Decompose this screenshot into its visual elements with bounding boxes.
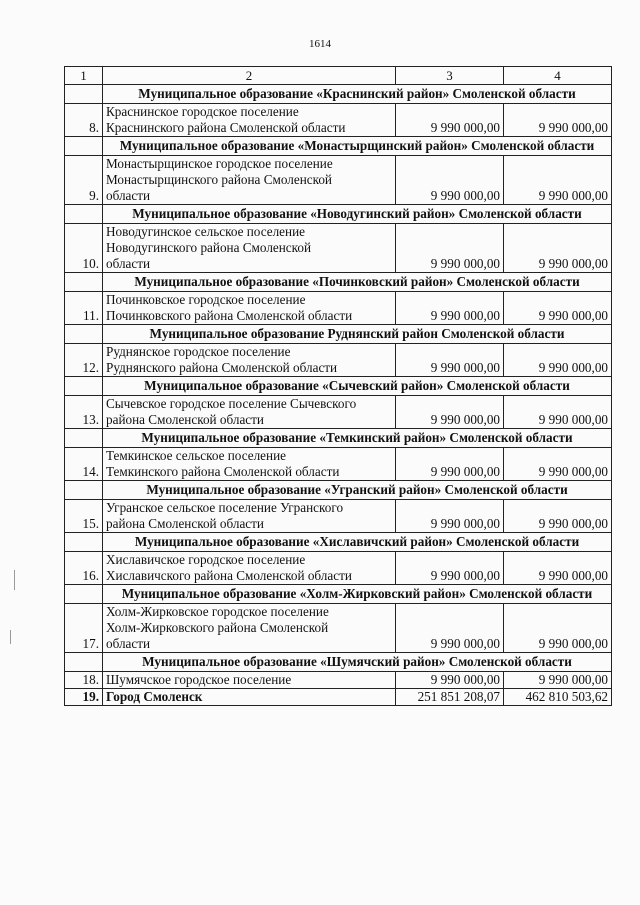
section-title: Муниципальное образование «Починковский район» Смоленской области <box>103 273 612 292</box>
amount-col4: 9 990 000,00 <box>504 448 612 481</box>
section-title: Муниципальное образование «Холм-Жирковский район» Смоленской области <box>103 585 612 604</box>
amount-col4: 9 990 000,00 <box>504 156 612 205</box>
row-number: 18. <box>65 672 103 689</box>
row-number: 13. <box>65 396 103 429</box>
section-header-row <box>65 273 612 292</box>
table-row <box>65 156 612 205</box>
settlement-name-line: Холм-Жирковского района Смоленской <box>106 620 329 635</box>
section-number-cell <box>65 85 103 104</box>
section-number-cell <box>65 585 103 604</box>
section-number-cell <box>65 429 103 448</box>
settlement-name <box>103 448 396 481</box>
section-header-row <box>65 137 612 156</box>
column-header: 4 <box>504 67 612 85</box>
section-number-cell <box>65 325 103 344</box>
table-row <box>65 448 612 481</box>
table-row <box>65 552 612 585</box>
settlement-name-line: Холм-Жирковское городское поселение <box>106 604 329 619</box>
table-row <box>65 672 612 689</box>
section-title: Муниципальное образование «Сычевский район» Смоленской области <box>103 377 612 396</box>
section-header-row <box>65 429 612 448</box>
section-header-row <box>65 533 612 552</box>
column-header: 2 <box>103 67 396 85</box>
section-title: Муниципальное образование «Угранский район» Смоленской области <box>103 481 612 500</box>
amount-col4: 9 990 000,00 <box>504 104 612 137</box>
amount-col3: 9 990 000,00 <box>396 448 504 481</box>
table-row <box>65 292 612 325</box>
amount-col3: 9 990 000,00 <box>396 500 504 533</box>
allocation-table <box>64 66 612 706</box>
settlement-name-line: Темкинское сельское поселение <box>106 448 286 463</box>
amount-col4: 9 990 000,00 <box>504 292 612 325</box>
row-number: 14. <box>65 448 103 481</box>
settlement-name-line: района Смоленской области <box>106 412 264 427</box>
amount-col4: 9 990 000,00 <box>504 396 612 429</box>
settlement-name-line: Монастырщинское городское поселение <box>106 156 333 171</box>
settlement-name <box>103 156 396 205</box>
settlement-name-line: области <box>106 188 151 203</box>
row-number: 10. <box>65 224 103 273</box>
column-header: 1 <box>65 67 103 85</box>
amount-col3: 9 990 000,00 <box>396 344 504 377</box>
settlement-name-line: района Смоленской области <box>106 516 264 531</box>
section-number-cell <box>65 377 103 396</box>
amount-col4: 462 810 503,62 <box>504 689 612 706</box>
row-number: 12. <box>65 344 103 377</box>
section-header-row <box>65 205 612 224</box>
row-number: 19. <box>65 689 103 706</box>
section-number-cell <box>65 653 103 672</box>
settlement-name-line: Краснинское городское поселение <box>106 104 299 119</box>
section-title: Муниципальное образование «Краснинский район» Смоленской области <box>103 85 612 104</box>
section-header-row <box>65 653 612 672</box>
page-number: 1614 <box>309 38 331 50</box>
amount-col3: 9 990 000,00 <box>396 292 504 325</box>
table-row <box>65 396 612 429</box>
settlement-name-line: Монастырщинского района Смоленской <box>106 172 332 187</box>
settlement-name-line: Починковское городское поселение <box>106 292 306 307</box>
table-row <box>65 104 612 137</box>
section-header-row <box>65 585 612 604</box>
settlement-name-line: области <box>106 256 151 271</box>
section-header-row <box>65 481 612 500</box>
column-header: 3 <box>396 67 504 85</box>
settlement-name <box>103 344 396 377</box>
settlement-name <box>103 224 396 273</box>
settlement-name-line: Руднянское городское поселение <box>106 344 291 359</box>
section-title: Муниципальное образование «Монастырщинский район» Смоленской области <box>103 137 612 156</box>
section-header-row <box>65 377 612 396</box>
settlement-name <box>103 552 396 585</box>
settlement-name <box>103 104 396 137</box>
settlement-name <box>103 396 396 429</box>
amount-col4: 9 990 000,00 <box>504 552 612 585</box>
amount-col4: 9 990 000,00 <box>504 604 612 653</box>
settlement-name-line: Темкинского района Смоленской области <box>106 464 340 479</box>
amount-col4: 9 990 000,00 <box>504 672 612 689</box>
amount-col4: 9 990 000,00 <box>504 500 612 533</box>
settlement-name-line: Город Смоленск <box>106 689 203 704</box>
row-number: 8. <box>65 104 103 137</box>
settlement-name <box>103 672 396 689</box>
section-number-cell <box>65 137 103 156</box>
amount-col3: 9 990 000,00 <box>396 224 504 273</box>
section-header-row <box>65 85 612 104</box>
table-row <box>65 344 612 377</box>
settlement-name-line: Новодугинское сельское поселение <box>106 224 305 239</box>
section-number-cell <box>65 481 103 500</box>
table-row <box>65 224 612 273</box>
amount-col3: 9 990 000,00 <box>396 156 504 205</box>
scan-margin-mark <box>10 630 17 644</box>
amount-col3: 9 990 000,00 <box>396 104 504 137</box>
amount-col4: 9 990 000,00 <box>504 344 612 377</box>
amount-col3: 9 990 000,00 <box>396 672 504 689</box>
settlement-name <box>103 292 396 325</box>
section-number-cell <box>65 273 103 292</box>
settlement-name <box>103 604 396 653</box>
section-header-row <box>65 325 612 344</box>
settlement-name-line: Руднянского района Смоленской области <box>106 360 338 375</box>
settlement-name-line: Угранское сельское поселение Угранского <box>106 500 344 515</box>
row-number: 16. <box>65 552 103 585</box>
table-row <box>65 604 612 653</box>
row-number: 15. <box>65 500 103 533</box>
settlement-name-line: Хиславичское городское поселение <box>106 552 306 567</box>
section-number-cell <box>65 205 103 224</box>
row-number: 9. <box>65 156 103 205</box>
settlement-name <box>103 500 396 533</box>
amount-col3: 9 990 000,00 <box>396 552 504 585</box>
row-number: 11. <box>65 292 103 325</box>
settlement-name-line: Хиславичского района Смоленской области <box>106 568 352 583</box>
amount-col3: 9 990 000,00 <box>396 396 504 429</box>
settlement-name <box>103 689 396 706</box>
scan-margin-mark <box>14 570 21 590</box>
section-number-cell <box>65 533 103 552</box>
section-title: Муниципальное образование «Хиславичский район» Смоленской области <box>103 533 612 552</box>
settlement-name-line: Починковского района Смоленской области <box>106 308 353 323</box>
total-row <box>65 689 612 706</box>
section-title: Муниципальное образование «Темкинский район» Смоленской области <box>103 429 612 448</box>
section-title: Муниципальное образование «Шумячский район» Смоленской области <box>103 653 612 672</box>
amount-col4: 9 990 000,00 <box>504 224 612 273</box>
amount-col3: 9 990 000,00 <box>396 604 504 653</box>
header-row <box>65 67 612 85</box>
amount-col3: 251 851 208,07 <box>396 689 504 706</box>
section-title: Муниципальное образование Руднянский район Смоленской области <box>103 325 612 344</box>
settlement-name-line: Краснинского района Смоленской области <box>106 120 346 135</box>
settlement-name-line: Новодугинского района Смоленской <box>106 240 312 255</box>
settlement-name-line: Сычевское городское поселение Сычевского <box>106 396 357 411</box>
row-number: 17. <box>65 604 103 653</box>
table-body <box>65 85 612 706</box>
settlement-name-line: области <box>106 636 151 651</box>
section-title: Муниципальное образование «Новодугинский район» Смоленской области <box>103 205 612 224</box>
table-row <box>65 500 612 533</box>
settlement-name-line: Шумячское городское поселение <box>106 672 292 687</box>
